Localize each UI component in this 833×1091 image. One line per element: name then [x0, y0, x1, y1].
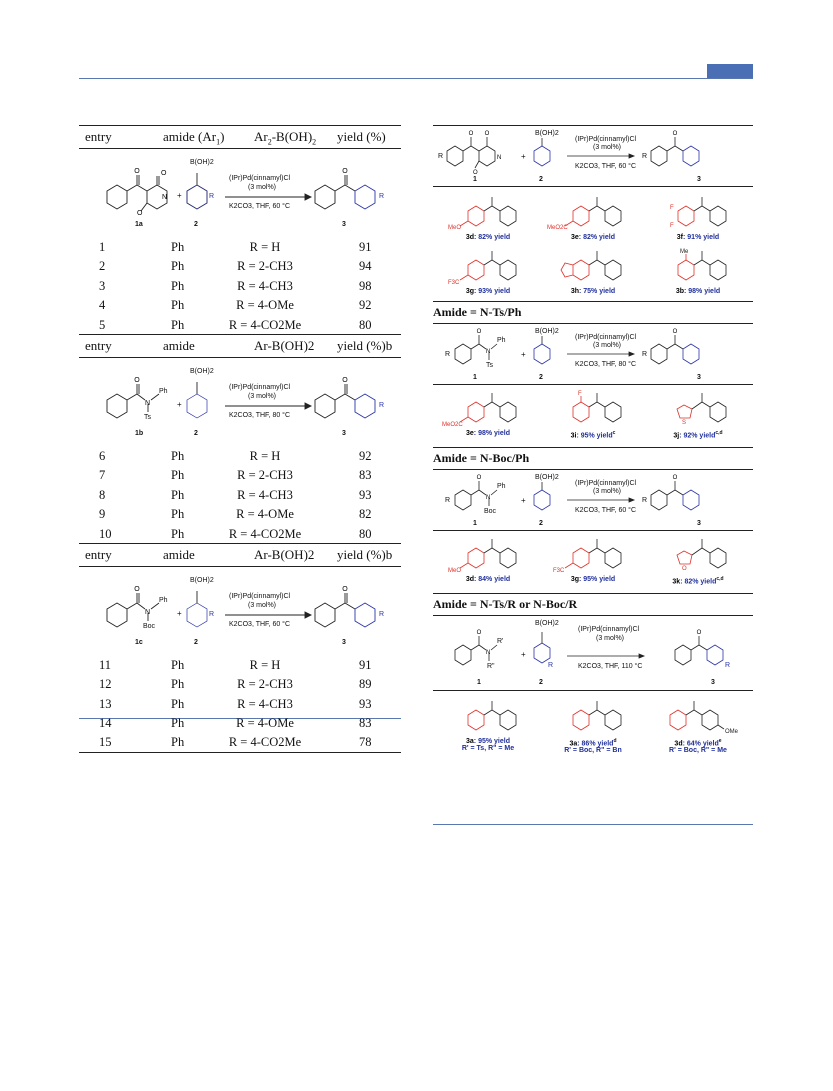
header-amide: amide $(Ar_1)$ [163, 129, 225, 147]
reaction-scheme-glutarimide: O O N O O R R + B(OH)2 (IPr)Pd(cinnamyl)Cl (3 mol%) K2CO3, THF, 60 °C 1 2 3 [438, 130, 701, 183]
reaction-scheme-nts: O N O R R Ph Ts + B(OH)2 (IPr)Pd(cinnamyl)Cl (3 mol%) K2CO3, THF, 80 °C 1 2 3 [445, 328, 701, 381]
svg-text:F: F [578, 391, 582, 397]
header-yield: yield (%) [337, 129, 386, 144]
svg-text:MeO2C: MeO2C [547, 225, 568, 231]
product-3g: F3C 3g: 95% yield [543, 535, 643, 583]
table-header: entry amide Ar-B(OH)2 yield (%)b [79, 543, 401, 567]
product-3g: F3C 3g: 93% yield [438, 247, 538, 295]
svg-text:O: O [342, 585, 348, 593]
product-row [433, 247, 753, 301]
svg-text:O: O [137, 210, 143, 217]
scope-scheme-panel [433, 125, 753, 763]
svg-text:MeO2C: MeO2C [442, 422, 463, 428]
product-row [433, 691, 753, 763]
section-title-nts-r: Amide = N-Ts/R or N-Boc/R [433, 597, 578, 611]
svg-text:O: O [342, 168, 348, 175]
svg-text:S: S [682, 420, 687, 426]
svg-text:O: O [134, 585, 140, 593]
product-row [433, 531, 753, 593]
svg-text:O: O [484, 131, 490, 137]
product-3e: MeO2C 3e: 82% yield [543, 193, 643, 241]
svg-text:O: O [476, 475, 482, 481]
header-boronic: $Ar_2-B(OH)_2$ [254, 129, 317, 147]
svg-text:O: O [476, 329, 482, 335]
page-tab [707, 64, 753, 78]
table-row: 6 Ph R = H 92 [99, 448, 372, 463]
svg-text:O: O [672, 131, 678, 137]
table-row: 5 Ph R = 4-CO2Me 80 [99, 317, 372, 332]
product-row [433, 385, 753, 447]
svg-text:O: O [696, 630, 702, 636]
svg-text:N: N [497, 155, 502, 161]
product-3i: F 3i: 95% yield$^c$ [543, 389, 643, 439]
product-3f: F F 3f: 91% yield [648, 193, 748, 241]
svg-text:F: F [670, 205, 674, 211]
table-header: entry amide Ar-B(OH)2 yield (%)b [79, 334, 401, 358]
table-row: 1 Ph R = H 91 [99, 240, 372, 254]
product-3d: MeO 3d: 82% yield [438, 193, 538, 241]
svg-text:Me: Me [680, 249, 689, 255]
svg-text:O: O [342, 376, 348, 384]
product-3b: Me 3b: 98% yield [648, 247, 748, 295]
svg-text:O: O [476, 630, 482, 636]
svg-text:MeO: MeO [448, 225, 462, 231]
table-row: 3 Ph R = 4-CH3 98 [99, 278, 372, 293]
product-3d-boc-me: OMe 3d: 64% yield$^e$ R' = Boc, R" = Me [648, 697, 748, 754]
right-footer-rule [433, 824, 753, 825]
svg-text:O: O [682, 566, 687, 572]
svg-text:O: O [473, 170, 478, 176]
table-row: 8 Ph R = 4-CH3 93 [99, 487, 372, 502]
product-3h: 3h: 75% yield [543, 247, 643, 295]
reaction-scheme-ntsr: O N O R' R" + B(OH)2 R R (IPr)Pd(cinnamyl)Cl (3 mol%) K2CO3, THF, 110 °C 1 2 3 [433, 616, 753, 690]
scope-table [79, 125, 401, 753]
product-3e: MeO2C 3e: 98% yield [438, 389, 538, 437]
table-row: 14 Ph R = 4-OMe 83 [99, 716, 372, 731]
table-row: 7 Ph R = 2-CH3 83 [99, 468, 372, 483]
svg-text:F3C: F3C [448, 280, 460, 286]
svg-text:O: O [468, 131, 474, 137]
svg-text:MeO: MeO [448, 568, 462, 574]
reaction-scheme-1c: O N O Ph Boc + B(OH)2 R R (IPr)Pd(cinnamyl)Cl (3 mol%) K2CO3, THF, 60 °C 1c 2 3 [79, 567, 401, 655]
header-rule [79, 78, 753, 79]
product-3j: S 3j: 92% yield$^{c,d}$ [648, 389, 748, 439]
table-header [79, 125, 401, 149]
svg-text:O: O [672, 329, 678, 335]
svg-text:N: N [145, 399, 151, 407]
table-row: 15 Ph R = 4-CO2Me 78 [79, 732, 401, 752]
reaction-scheme-nboc: O N O R R Ph Boc + B(OH)2 (IPr)Pd(cinnamyl)Cl (3 mol%) K2CO3, THF, 60 °C 1 2 3 [445, 474, 701, 527]
section-title-nts-ph: Amide = N-Ts/Ph [433, 305, 522, 319]
svg-text:N: N [162, 194, 168, 201]
svg-text:O: O [134, 376, 140, 384]
svg-text:N: N [486, 349, 491, 355]
svg-text:F3C: F3C [553, 568, 565, 574]
header-entry: entry [85, 129, 112, 144]
product-3a-boc-bn: 3a: 86% yield$^d$ R' = Boc, R" = Bn [543, 697, 643, 754]
table-row: 10 Ph R = 4-CO2Me 80 [99, 526, 372, 541]
svg-text:N: N [486, 650, 491, 656]
section-title-nboc-ph: Amide = N-Boc/Ph [433, 451, 530, 465]
svg-text:O: O [672, 475, 678, 481]
product-3k: O 3k: 82% yield$^{c,d}$ [648, 535, 748, 585]
reaction-scheme-1a: O O N O O + B(OH)2 R R (IPr)Pd(cinnamyl)Cl (3 mol%) K2CO3, THF, 60 °C 1a 2 3 [79, 149, 401, 237]
svg-text:F: F [670, 223, 674, 229]
product-row [433, 187, 753, 247]
svg-text:O: O [134, 168, 140, 175]
table-row: 9 Ph R = 4-OMe 82 [99, 507, 372, 522]
svg-text:N: N [486, 495, 491, 501]
svg-text:O: O [161, 170, 167, 177]
table-row: 13 Ph R = 4-CH3 93 [99, 696, 372, 711]
table-row: 12 Ph R = 2-CH3 89 [99, 677, 372, 692]
table-row: 11 Ph R = H 91 [99, 657, 372, 672]
product-3d: MeO 3d: 84% yield [438, 535, 538, 583]
product-3a-ts-me: 3a: 95% yield R' = Ts, R" = Me [438, 697, 538, 752]
svg-text:OMe: OMe [725, 729, 739, 735]
table-row: 4 Ph R = 4-OMe 92 [99, 298, 372, 313]
svg-text:N: N [145, 608, 151, 616]
reaction-scheme-1b: O N O Ph Ts + B(OH)2 R (IPr)Pd(cinnamyl)Cl (3 mol%) K2CO3, THF, 80 °C 1b 2 3 [79, 358, 401, 446]
table-row: 2 Ph R = 2-CH3 94 [99, 259, 372, 274]
